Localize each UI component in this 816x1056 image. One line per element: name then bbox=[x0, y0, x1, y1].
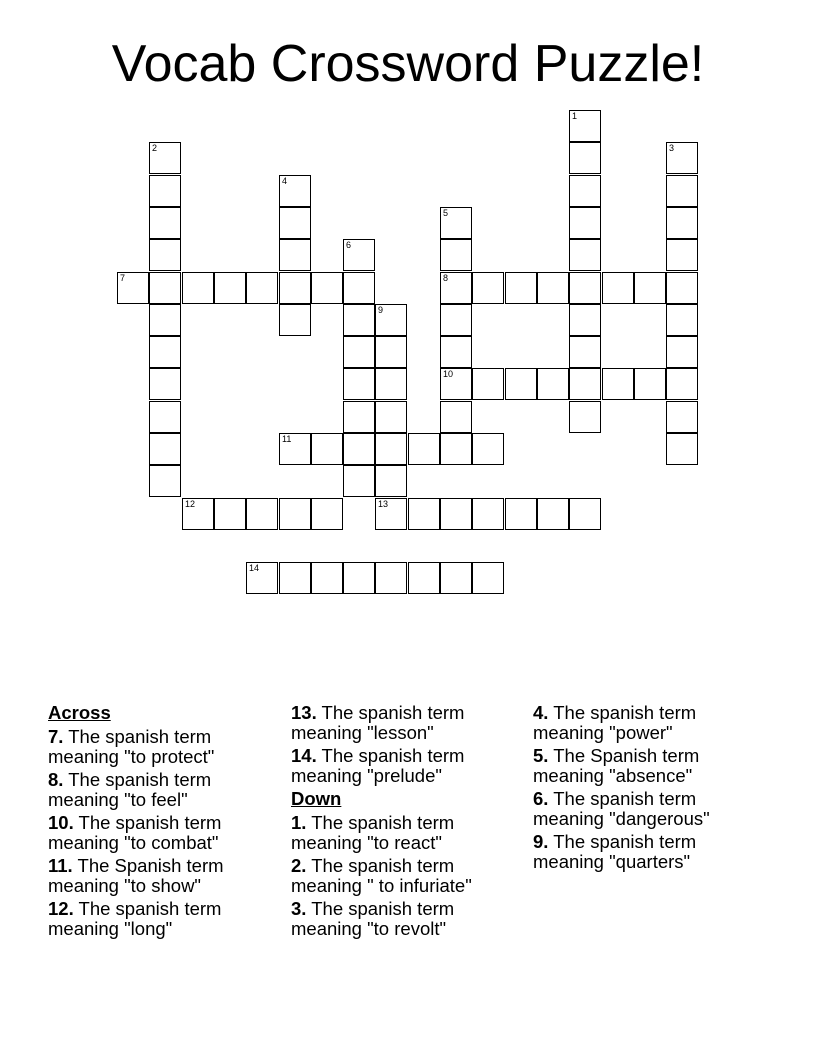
clue-across-7 bbox=[48, 727, 278, 767]
clue-text: The spanish term meaning "to feel" bbox=[48, 769, 212, 810]
grid-cell[interactable] bbox=[440, 304, 472, 336]
grid-cell[interactable] bbox=[279, 239, 311, 271]
grid-cell[interactable] bbox=[505, 368, 537, 400]
cell-number: 14 bbox=[249, 563, 260, 573]
grid-cell[interactable] bbox=[472, 272, 504, 304]
clue-number: 6. bbox=[533, 788, 549, 809]
grid-cell[interactable] bbox=[149, 465, 181, 497]
grid-cell[interactable] bbox=[311, 272, 343, 304]
grid-cell[interactable] bbox=[343, 304, 375, 336]
clue-down-9 bbox=[533, 832, 763, 872]
grid-cell[interactable] bbox=[569, 401, 601, 433]
clue-across-12 bbox=[48, 899, 278, 939]
grid-cell[interactable] bbox=[343, 368, 375, 400]
grid-cell[interactable] bbox=[311, 433, 343, 465]
grid-cell[interactable] bbox=[440, 562, 472, 594]
grid-cell[interactable] bbox=[537, 272, 569, 304]
clue-number: 4. bbox=[533, 702, 549, 723]
grid-cell[interactable] bbox=[246, 498, 278, 530]
cell-number: 9 bbox=[378, 305, 384, 315]
clue-down-6 bbox=[533, 789, 763, 829]
clue-text: The spanish term meaning "prelude" bbox=[291, 745, 465, 786]
clue-number: 11. bbox=[48, 855, 73, 876]
cell-number: 11 bbox=[282, 434, 292, 444]
grid-cell[interactable] bbox=[569, 498, 601, 530]
grid-cell[interactable] bbox=[343, 465, 375, 497]
clue-text: The Spanish term meaning "to show" bbox=[48, 855, 224, 896]
grid-cell[interactable] bbox=[149, 175, 181, 207]
grid-cell[interactable] bbox=[246, 562, 278, 594]
grid-cell[interactable] bbox=[343, 272, 375, 304]
clue-number: 2. bbox=[291, 855, 307, 876]
grid-cell[interactable] bbox=[375, 368, 407, 400]
cell-number: 1 bbox=[572, 111, 578, 121]
clue-number: 5. bbox=[533, 745, 549, 766]
grid-cell[interactable] bbox=[666, 433, 698, 465]
clue-number: 9. bbox=[533, 831, 549, 852]
grid-cell[interactable] bbox=[666, 336, 698, 368]
grid-cell[interactable] bbox=[440, 401, 472, 433]
clue-text: The spanish term meaning "to react" bbox=[291, 812, 455, 853]
clue-text: The spanish term meaning "lesson" bbox=[291, 702, 465, 743]
clues-column-1 bbox=[48, 703, 278, 942]
grid-cell[interactable] bbox=[472, 562, 504, 594]
grid-cell[interactable] bbox=[569, 207, 601, 239]
clue-across-8 bbox=[48, 770, 278, 810]
grid-cell[interactable] bbox=[472, 498, 504, 530]
grid-cell[interactable] bbox=[279, 433, 311, 465]
clue-number: 12. bbox=[48, 898, 74, 919]
grid-cell[interactable] bbox=[666, 175, 698, 207]
grid-cell[interactable] bbox=[375, 562, 407, 594]
grid-cell[interactable] bbox=[569, 336, 601, 368]
down-heading: Down bbox=[291, 788, 342, 809]
grid-cell[interactable] bbox=[634, 272, 666, 304]
grid-cell[interactable] bbox=[117, 272, 149, 304]
grid-cell[interactable] bbox=[408, 433, 440, 465]
grid-cell[interactable] bbox=[666, 401, 698, 433]
grid-cell[interactable] bbox=[440, 239, 472, 271]
grid-cell[interactable] bbox=[279, 175, 311, 207]
grid-cell[interactable] bbox=[666, 368, 698, 400]
grid-cell[interactable] bbox=[279, 272, 311, 304]
clue-down-3 bbox=[291, 899, 521, 939]
grid-cell[interactable] bbox=[375, 304, 407, 336]
grid-cell[interactable] bbox=[537, 498, 569, 530]
grid-cell[interactable] bbox=[149, 401, 181, 433]
grid-cell[interactable] bbox=[602, 272, 634, 304]
grid-cell[interactable] bbox=[408, 562, 440, 594]
grid-cell[interactable] bbox=[149, 272, 181, 304]
grid-cell[interactable] bbox=[149, 239, 181, 271]
clues-column-3 bbox=[533, 703, 763, 875]
grid-cell[interactable] bbox=[246, 272, 278, 304]
grid-cell[interactable] bbox=[505, 498, 537, 530]
cell-number: 2 bbox=[152, 143, 158, 153]
clue-number: 13. bbox=[291, 702, 317, 723]
clue-down-1 bbox=[291, 813, 521, 853]
grid-cell[interactable] bbox=[666, 207, 698, 239]
grid-cell[interactable] bbox=[408, 498, 440, 530]
cell-number: 12 bbox=[185, 499, 196, 509]
clue-across-13 bbox=[291, 703, 521, 743]
grid-cell[interactable] bbox=[182, 498, 214, 530]
grid-cell[interactable] bbox=[311, 562, 343, 594]
grid-cell[interactable] bbox=[279, 498, 311, 530]
grid-cell[interactable] bbox=[472, 368, 504, 400]
grid-cell[interactable] bbox=[440, 272, 472, 304]
grid-cell[interactable] bbox=[375, 401, 407, 433]
grid-cell[interactable] bbox=[343, 239, 375, 271]
grid-cell[interactable] bbox=[569, 175, 601, 207]
grid-cell[interactable] bbox=[182, 272, 214, 304]
grid-cell[interactable] bbox=[343, 401, 375, 433]
grid-cell[interactable] bbox=[569, 368, 601, 400]
grid-cell[interactable] bbox=[311, 498, 343, 530]
clue-number: 7. bbox=[48, 726, 64, 747]
grid-cell[interactable] bbox=[440, 368, 472, 400]
page-title: Vocab Crossword Puzzle! bbox=[111, 35, 705, 93]
clue-number: 10. bbox=[48, 812, 74, 833]
grid-cell[interactable] bbox=[569, 304, 601, 336]
grid-cell[interactable] bbox=[569, 272, 601, 304]
clue-text: The spanish term meaning " to infuriate" bbox=[291, 855, 472, 896]
grid-cell[interactable] bbox=[279, 207, 311, 239]
clue-across-10 bbox=[48, 813, 278, 853]
grid-cell[interactable] bbox=[472, 433, 504, 465]
grid-cell[interactable] bbox=[666, 304, 698, 336]
grid-cell[interactable] bbox=[666, 272, 698, 304]
grid-cell[interactable] bbox=[666, 142, 698, 174]
clue-text: The spanish term meaning "to combat" bbox=[48, 812, 222, 853]
grid-cell[interactable] bbox=[149, 142, 181, 174]
clue-text: The spanish term meaning "long" bbox=[48, 898, 222, 939]
grid-cell[interactable] bbox=[375, 433, 407, 465]
grid-cell[interactable] bbox=[343, 336, 375, 368]
grid-cell[interactable] bbox=[440, 433, 472, 465]
grid-cell[interactable] bbox=[569, 110, 601, 142]
cell-number: 8 bbox=[443, 273, 449, 283]
grid-cell[interactable] bbox=[343, 562, 375, 594]
clue-across-14 bbox=[291, 746, 521, 786]
clue-number: 1. bbox=[291, 812, 307, 833]
grid-cell[interactable] bbox=[537, 368, 569, 400]
clues-column-2 bbox=[291, 703, 521, 942]
grid-cell[interactable] bbox=[569, 142, 601, 174]
grid-cell[interactable] bbox=[440, 336, 472, 368]
grid-cell[interactable] bbox=[279, 304, 311, 336]
cell-number: 4 bbox=[282, 176, 288, 186]
clue-across-11 bbox=[48, 856, 278, 896]
clue-number: 3. bbox=[291, 898, 307, 919]
cell-number: 3 bbox=[669, 143, 675, 153]
clue-down-5 bbox=[533, 746, 763, 786]
grid-cell[interactable] bbox=[214, 498, 246, 530]
grid-cell[interactable] bbox=[634, 368, 666, 400]
grid-cell[interactable] bbox=[505, 272, 537, 304]
clue-number: 14. bbox=[291, 745, 317, 766]
grid-cell[interactable] bbox=[149, 336, 181, 368]
clue-down-4 bbox=[533, 703, 763, 743]
cell-number: 5 bbox=[443, 208, 449, 218]
clue-text: The spanish term meaning "to protect" bbox=[48, 726, 215, 767]
clue-text: The spanish term meaning "to revolt" bbox=[291, 898, 455, 939]
grid-cell[interactable] bbox=[375, 336, 407, 368]
clue-down-2 bbox=[291, 856, 521, 896]
grid-cell[interactable] bbox=[214, 272, 246, 304]
clue-text: The spanish term meaning "quarters" bbox=[533, 831, 697, 872]
cell-number: 7 bbox=[120, 273, 126, 283]
grid-cell[interactable] bbox=[149, 368, 181, 400]
cell-number: 13 bbox=[378, 499, 389, 509]
grid-cell[interactable] bbox=[666, 239, 698, 271]
grid-cell[interactable] bbox=[343, 433, 375, 465]
grid-cell[interactable] bbox=[375, 465, 407, 497]
cell-number: 10 bbox=[443, 369, 454, 379]
grid-cell[interactable] bbox=[149, 433, 181, 465]
grid-cell[interactable] bbox=[602, 368, 634, 400]
grid-cell[interactable] bbox=[279, 562, 311, 594]
clue-text: The Spanish term meaning "absence" bbox=[533, 745, 700, 786]
grid-cell[interactable] bbox=[569, 239, 601, 271]
grid-cell[interactable] bbox=[149, 207, 181, 239]
across-heading: Across bbox=[48, 702, 111, 723]
clue-number: 8. bbox=[48, 769, 64, 790]
grid-cell[interactable] bbox=[375, 498, 407, 530]
grid-cell[interactable] bbox=[440, 498, 472, 530]
grid-cell[interactable] bbox=[149, 304, 181, 336]
clue-text: The spanish term meaning "power" bbox=[533, 702, 697, 743]
clue-text: The spanish term meaning "dangerous" bbox=[533, 788, 710, 829]
cell-number: 6 bbox=[346, 240, 352, 250]
grid-cell[interactable] bbox=[440, 207, 472, 239]
